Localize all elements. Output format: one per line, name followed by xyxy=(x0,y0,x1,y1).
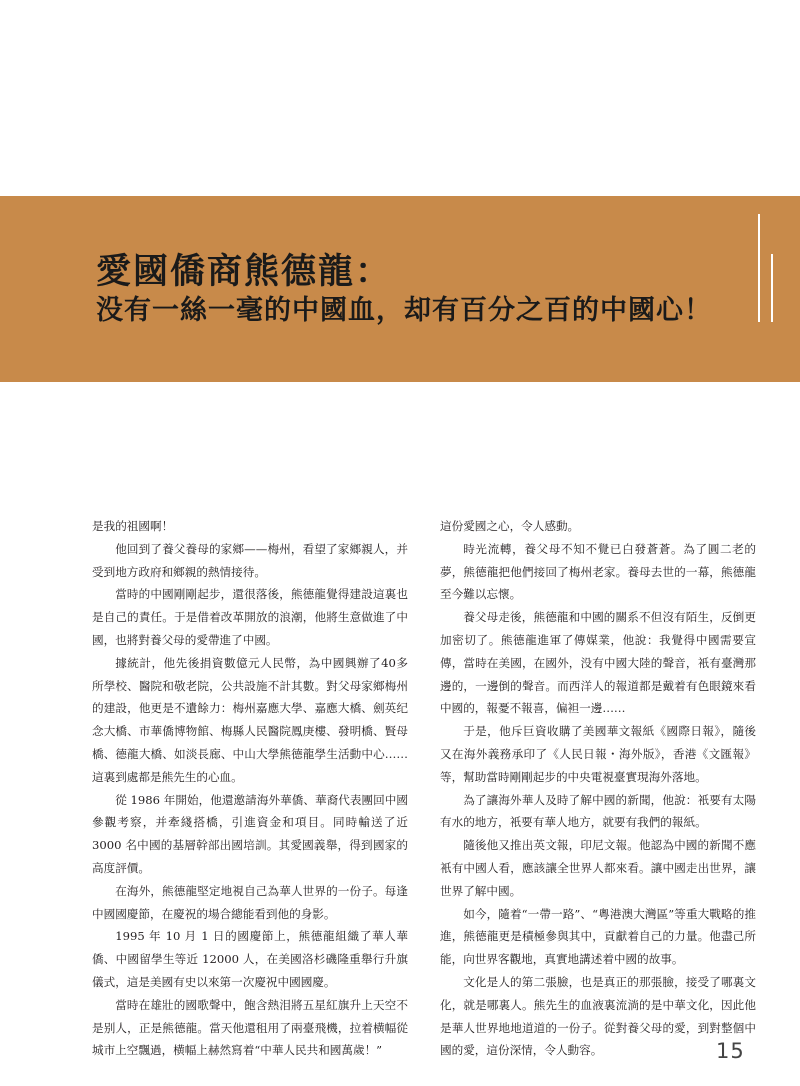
paragraph: 從 1986 年開始，他還邀請海外華僑、華裔代表團回中國參觀考察，并牽綫搭橋，引進資金和項目。同時輸送了近 3000 名中國的基層幹部出國培訓。其愛國義舉，得到國家的高度評價。 xyxy=(92,792,408,875)
right-column xyxy=(440,515,756,1062)
paragraph: 他回到了養父養母的家鄉——梅州，看望了家鄉親人，并受到地方政府和鄉親的熱情接待。 xyxy=(92,541,408,579)
paragraph: 1995 年 10 月 1 日的國慶節上，熊德龍組織了華人華僑、中國留學生等近 12000 人，在美國洛杉磯隆重舉行升旗儀式，這是美國有史以來第一次慶祝中國國慶。 xyxy=(92,929,408,989)
article-title: 愛國僑商熊德龍： xyxy=(96,251,393,292)
decorative-line xyxy=(758,214,760,322)
page-number: 15 xyxy=(716,1039,745,1063)
paragraph: 據統計，他先後捐資數億元人民幣，為中國興辦了40多所學校、醫院和敬老院，公共設施不計其數。對父母家鄉梅州的建設，他更是不遺餘力：梅州嘉應大學、嘉應大橋、劍英纪念大橋、市華僑博物館、梅縣人民醫院鳳庚樓、發明橋、賢母橋、德龍大橋、如淡長廊、中山大學熊德龍學生活動中心……這裏到處都是熊先生的心血。 xyxy=(92,655,408,784)
paragraph: 為了讓海外華人及時了解中國的新聞，他說：衹要有太陽有水的地方，衹要有華人地方，就要有我們的報紙。 xyxy=(440,792,756,830)
title-banner xyxy=(0,196,800,382)
paragraph: 是我的祖國啊！ xyxy=(92,519,174,533)
paragraph: 當時的中國剛剛起步，還很落後，熊德龍覺得建設這裏也是自己的責任。于是借着改革開放的浪潮，他將生意做進了中國，也將對養父母的愛帶進了中國。 xyxy=(92,587,408,647)
paragraph: 隨後他又推出英文報，印尼文報。他認為中國的新聞不應衹有中國人看，應該讓全世界人都來看。讓中國走出世界，讓世界了解中國。 xyxy=(440,838,756,898)
decorative-line xyxy=(771,254,773,322)
paragraph: 在海外，熊德龍堅定地視自己為華人世界的一份子。每逢中國國慶節，在慶祝的場合總能看到他的身影。 xyxy=(92,883,408,921)
paragraph: 如今，隨着“一帶一路”、“粵港澳大灣區”等重大戰略的推進，熊德龍更是積極參與其中，貢獻着自己的力量。他盡己所能，向世界客觀地，真實地講述着中國的故事。 xyxy=(440,906,756,967)
paragraph: 養父母走後，熊德龍和中國的關系不但沒有陌生，反倒更加密切了。熊德龍進軍了傳媒業，他說：我覺得中國需要宣傳，當時在美國，在國外，没有中國大陸的聲音，衹有臺灣那邊的，一邊倒的聲音。而西洋人的報道都是戴着有色眼鏡來看中國的，報憂不報喜，偏袒一邊…… xyxy=(440,610,756,716)
paragraph: 當時在雄壯的國歌聲中，飽含熱泪將五星紅旗升上天空不是别人，正是熊德龍。當天他還租用了兩臺飛機，拉着横幅從城市上空飄過，横幅上赫然寫着“中華人民共和國萬歲！” xyxy=(92,997,408,1058)
paragraph: 時光流轉，養父母不知不覺已白發蒼蒼。為了圓二老的夢，熊德龍把他們接回了梅州老家。養母去世的一幕，熊德龍至今難以忘懷。 xyxy=(440,541,756,602)
paragraph: 于是，他斥巨資收購了美國華文報紙《國際日報》，隨後又在海外義務承印了《人民日報・海外版》，香港《文匯報》等，幫助當時剛剛起步的中央電視臺實現海外落地。 xyxy=(440,724,756,784)
article-subtitle: 没有一絲一毫的中國血，却有百分之百的中國心！ xyxy=(96,295,712,326)
paragraph: 文化是人的第二張臉，也是真正的那張臉，接受了哪裏文化，就是哪裏人。熊先生的血液裏流淌的是中華文化，因此他是華人世界地地道道的一份子。從對養父母的愛，到對整個中國的愛，這份深情，令人動容。 xyxy=(440,974,756,1058)
left-column xyxy=(92,515,408,1062)
paragraph: 這份愛國之心，令人感動。 xyxy=(440,519,580,533)
